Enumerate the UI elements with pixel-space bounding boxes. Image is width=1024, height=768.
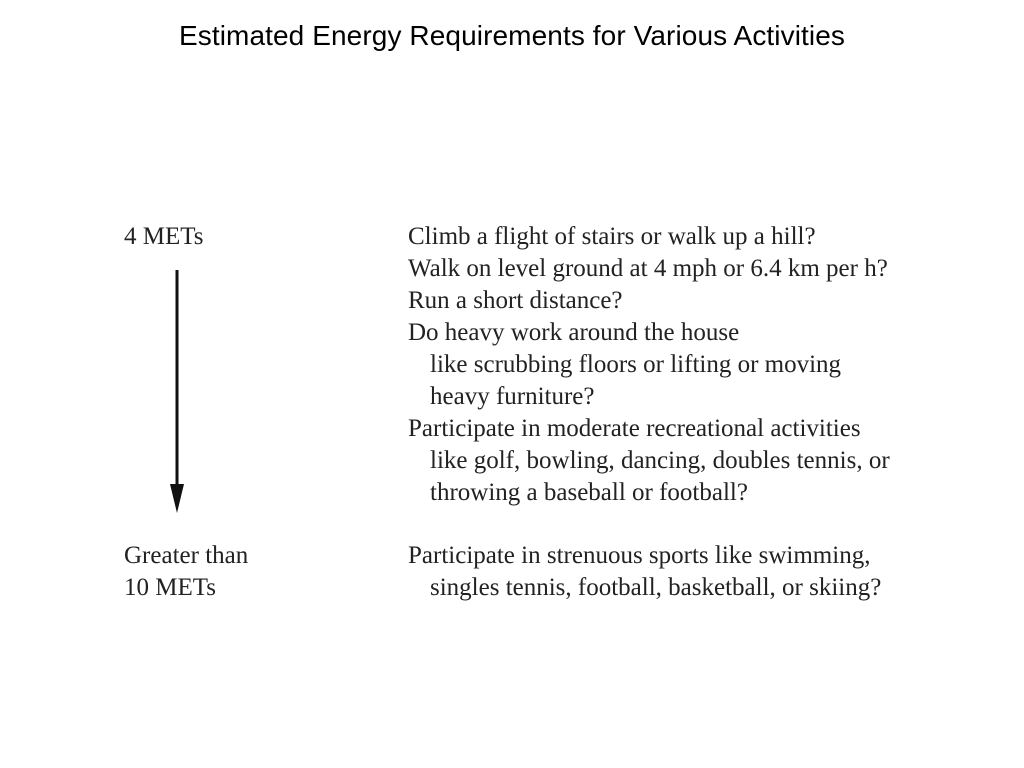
met-level-low: 4 METs [124, 223, 204, 250]
slide-title: Estimated Energy Requirements for Various Activities [178, 20, 846, 51]
question-line: Climb a flight of stairs or walk up a hill? [408, 223, 816, 250]
question-line: Participate in moderate recreational activities [408, 415, 861, 442]
question-line: Run a short distance? [408, 287, 623, 314]
met-level-high [124, 540, 248, 604]
down-arrow-icon [166, 270, 188, 515]
question-line: heavy furniture? [430, 383, 595, 410]
question-line: Walk on level ground at 4 mph or 6.4 km per h? [408, 255, 888, 282]
question-line: Do heavy work around the house [408, 319, 740, 346]
question-line: like scrubbing floors or lifting or moving [430, 351, 842, 378]
question-line: like golf, bowling, dancing, doubles tennis, or [430, 447, 890, 474]
met-level-high-line1: Greater than [124, 542, 249, 569]
question-line: singles tennis, football, basketball, or skiing? [430, 574, 882, 601]
low-met-questions [408, 221, 890, 509]
question-line: Participate in strenuous sports like swimming, [408, 542, 871, 569]
met-level-high-line2: 10 METs [124, 574, 217, 601]
high-met-questions [408, 540, 881, 604]
question-line: throwing a baseball or football? [430, 479, 748, 506]
